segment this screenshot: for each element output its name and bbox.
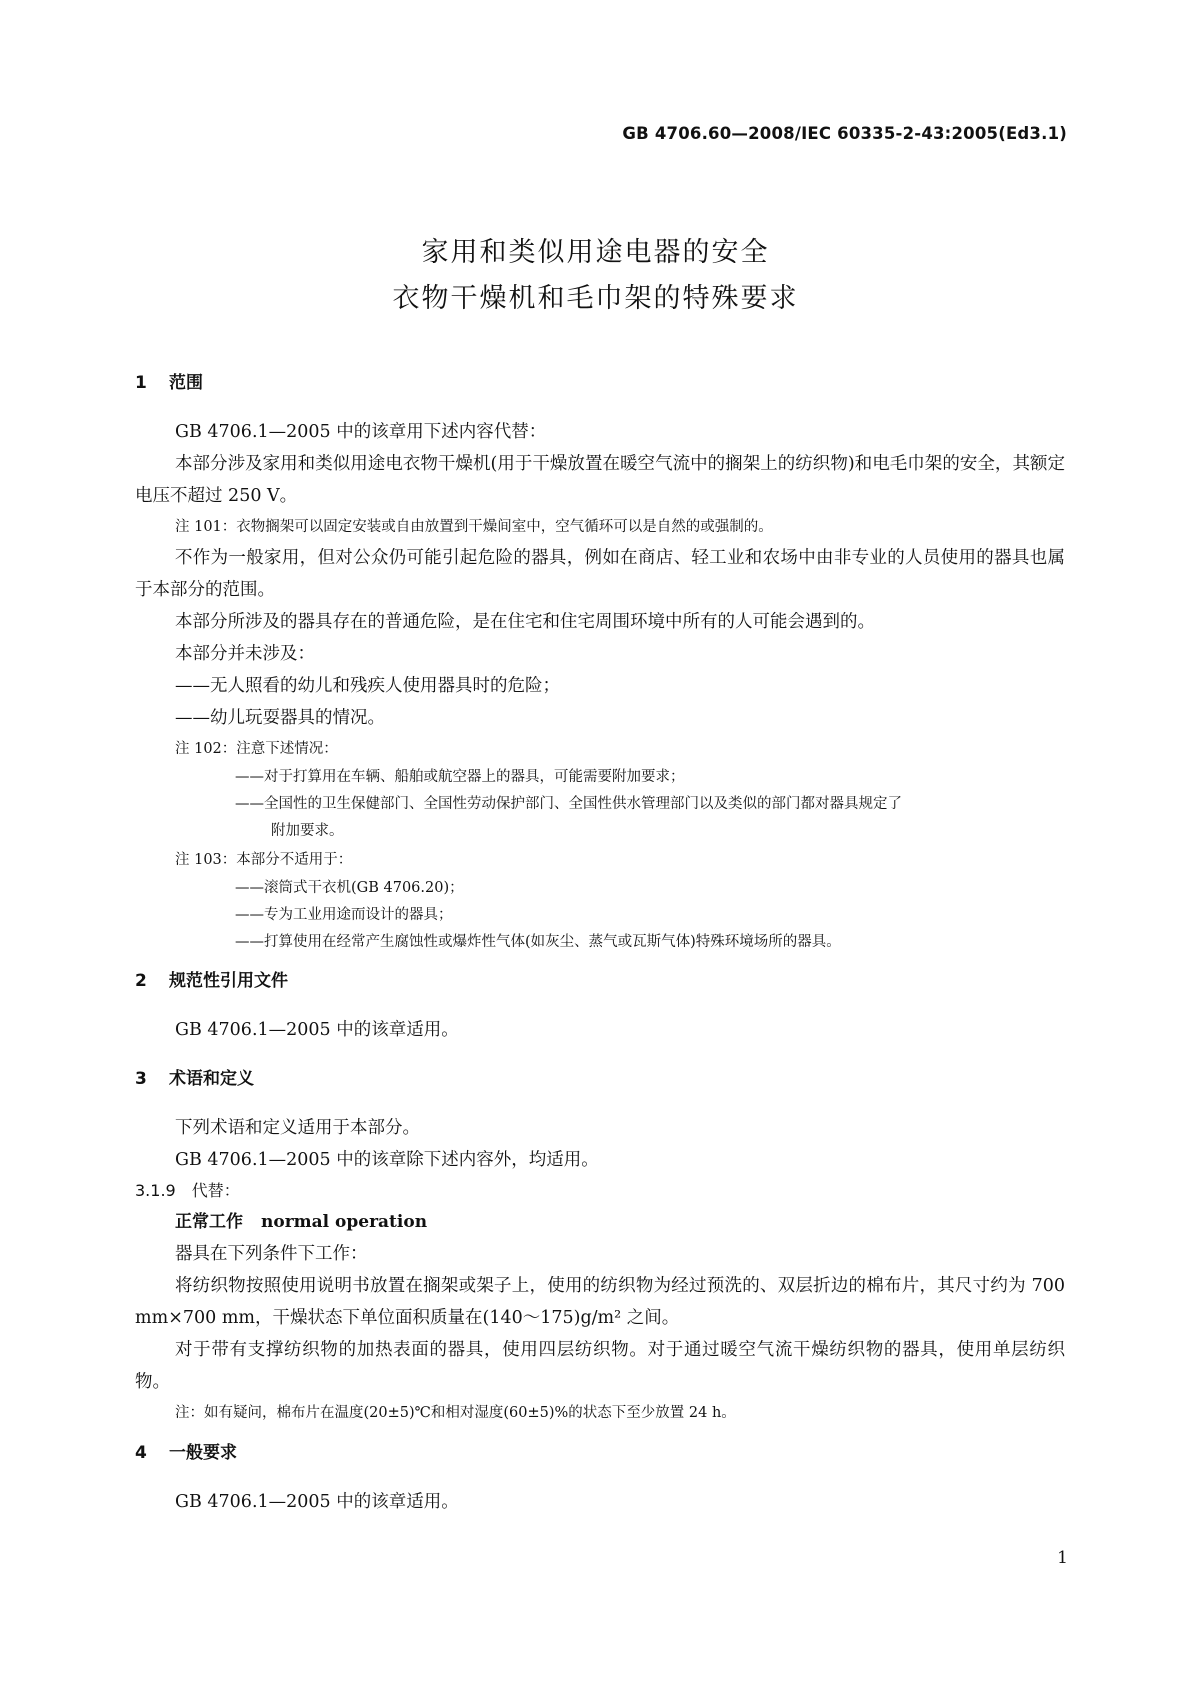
section-number: 3 xyxy=(135,1069,147,1089)
paragraph: 本部分涉及家用和类似用途电衣物干燥机(用于干燥放置在暖空气流中的搁架上的纺织物)和电毛巾架的安全，其额定电压不超过 250 V。 xyxy=(135,454,1065,506)
standard-number-header: GB 4706.60—2008/IEC 60335-2-43:2005(Ed3.1) xyxy=(622,124,1067,143)
paragraph: 不作为一般家用，但对公众仍可能引起危险的器具，例如在商店、轻工业和农场中由非专业的人员使用的器具也属于本部分的范围。 xyxy=(135,548,1065,600)
note: 注：如有疑问，棉布片在温度(20±5)℃和相对湿度(60±5)%的状态下至少放置 24 h。 xyxy=(175,1405,736,1421)
note-list-item: ——对于打算用在车辆、船舶或航空器上的器具，可能需要附加要求； xyxy=(235,769,685,785)
note-list-item-continuation: 附加要求。 xyxy=(271,823,344,839)
paragraph: GB 4706.1—2005 中的该章适用。 xyxy=(175,1492,459,1512)
note-103: 注 103：本部分不适用于： xyxy=(175,852,353,868)
page-number: 1 xyxy=(1057,1548,1068,1568)
note-list-item: ——打算使用在经常产生腐蚀性或爆炸性气体(如灰尘、蒸气或瓦斯气体)特殊环境场所的器具。 xyxy=(235,934,841,950)
paragraph: 将纺织物按照使用说明书放置在搁架或架子上，使用的纺织物为经过预洗的、双层折边的棉布片，其尺寸约为 700 mm×700 mm，干燥状态下单位面积质量在(140～175)g/m² 之间。 xyxy=(135,1276,1065,1328)
section-title: 范围 xyxy=(169,373,203,393)
paragraph: 对于带有支撑纺织物的加热表面的器具，使用四层纺织物。对于通过暖空气流干燥纺织物的器具，使用单层纺织物。 xyxy=(135,1340,1065,1392)
paragraph: 本部分并未涉及： xyxy=(175,644,315,664)
note-101: 注 101：衣物搁架可以固定安装或自由放置到干燥间室中，空气循环可以是自然的或强制的。 xyxy=(175,519,773,535)
subclause-3-1-9: 3.1.9 代替： xyxy=(135,1181,240,1200)
term-chinese: 正常工作 xyxy=(175,1212,243,1232)
section-title: 规范性引用文件 xyxy=(169,971,288,991)
note-list-item: ——全国性的卫生保健部门、全国性劳动保护部门、全国性供水管理部门以及类似的部门都对器具规定了 xyxy=(235,796,902,812)
document-title xyxy=(0,230,1191,322)
note-list-item: ——专为工业用途而设计的器具； xyxy=(235,907,453,923)
paragraph: GB 4706.1—2005 中的该章适用。 xyxy=(175,1020,459,1040)
section-2-heading xyxy=(135,966,1065,996)
note-list-item: ——滚筒式干衣机(GB 4706.20)； xyxy=(235,880,464,896)
section-1-heading xyxy=(135,368,1065,398)
paragraph: 本部分所涉及的器具存在的普通危险，是在住宅和住宅周围环境中所有的人可能会遇到的。 xyxy=(175,612,875,632)
paragraph: 器具在下列条件下工作： xyxy=(175,1244,368,1264)
list-item: ——幼儿玩耍器具的情况。 xyxy=(175,708,385,728)
paragraph: GB 4706.1—2005 中的该章用下述内容代替： xyxy=(175,422,547,442)
title-line-1: 家用和类似用途电器的安全 xyxy=(421,237,770,268)
section-title: 一般要求 xyxy=(169,1443,237,1463)
section-4-heading xyxy=(135,1438,1065,1468)
title-line-2: 衣物干燥机和毛巾架的特殊要求 xyxy=(392,283,799,314)
term-english: normal operation xyxy=(261,1212,428,1232)
section-number: 1 xyxy=(135,373,147,393)
term-entry xyxy=(175,1206,1065,1238)
section-number: 4 xyxy=(135,1443,147,1463)
paragraph: GB 4706.1—2005 中的该章除下述内容外，均适用。 xyxy=(175,1150,599,1170)
section-3-heading xyxy=(135,1064,1065,1094)
section-title: 术语和定义 xyxy=(169,1069,254,1089)
section-number: 2 xyxy=(135,971,147,991)
note-102: 注 102：注意下述情况： xyxy=(175,741,338,757)
paragraph: 下列术语和定义适用于本部分。 xyxy=(175,1118,420,1138)
list-item: ——无人照看的幼儿和残疾人使用器具时的危险； xyxy=(175,676,560,696)
document-body xyxy=(135,368,1065,1518)
